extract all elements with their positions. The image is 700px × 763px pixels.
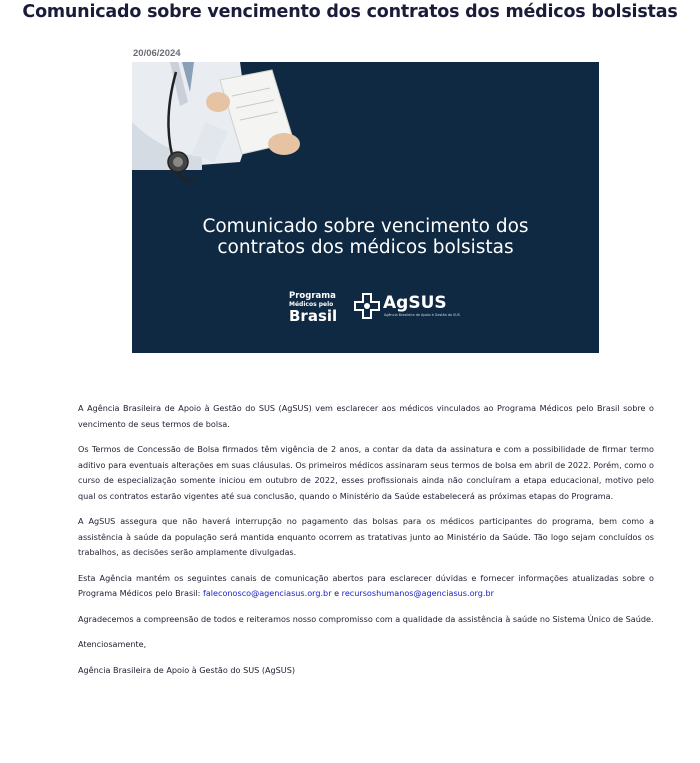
contact-and: e xyxy=(331,588,342,598)
contact-text: Esta Agência mantém os seguintes canais de comunicação abertos para esclarecer dúvidas e fornecer informações atualizadas sobre o Programa Médicos pelo Brasil: xyxy=(78,572,654,598)
paragraph-closing: Atenciosamente, xyxy=(78,639,147,649)
paragraph-terms: Os Termos de Concessão de Bolsa firmados têm vigência de 2 anos, a contar da data da assinatura e com a possibilidade de firmar termo aditivo para eventuais alterações em suas cláusulas. Os primeiros médicos assinaram seus termos de bolsa em abril de 2022. Porém, como o curso de especialização somente iniciou em outubro de 2022, esses profissionais ainda não concluíram a etapa educacional, motivo pelo qual os contratos estarão vigentes até sua conclusão, quando o Ministério da Saúde estabelecerá as próximas etapas do Programa. xyxy=(78,444,654,501)
agsus-logo-text: AgSUS xyxy=(383,293,447,313)
paragraph-contact xyxy=(78,571,654,602)
recursoshumanos-email-link[interactable]: recursoshumanos@agenciasus.org.br xyxy=(341,588,494,598)
agsus-cross-icon xyxy=(354,293,380,319)
banner-headline xyxy=(132,216,599,258)
logo-pmb-line1: Programa xyxy=(289,291,336,301)
article-body xyxy=(78,401,654,688)
page-title: Comunicado sobre vencimento dos contratos dos médicos bolsistas xyxy=(22,2,678,22)
faleconosco-email-link[interactable]: faleconosco@agenciasus.org.br xyxy=(202,588,332,598)
paragraph-assurance: A AgSUS assegura que não haverá interrupção no pagamento das bolsas para os médicos participantes do programa, bem como a assistência à saúde da população será mantida enquanto ocorrem as tratativas junto ao Ministério da Saúde. Tão logo sejam concluídos os trabalhos, as decisões serão amplamente divulgadas. xyxy=(78,516,654,557)
article-banner-image xyxy=(132,62,599,353)
logo-pmb-line2: Médicos pelo xyxy=(289,300,334,308)
paragraph-thanks: Agradecemos a compreensão de todos e reiteramos nosso compromisso com a qualidade da assistência à saúde no Sistema Único de Saúde. xyxy=(78,613,654,624)
agsus-logo-subtitle: Agência Brasileira de Apoio à Gestão do SUS xyxy=(384,313,460,317)
paragraph-signature: Agência Brasileira de Apoio à Gestão do SUS (AgSUS) xyxy=(78,664,296,675)
banner-headline-line1: Comunicado sobre vencimento dos xyxy=(202,216,529,237)
paragraph-intro: A Agência Brasileira de Apoio à Gestão do SUS (AgSUS) vem esclarecer aos médicos vinculados ao Programa Médicos pelo Brasil sobre o vencimento de seus termos de bolsa. xyxy=(78,403,654,429)
logo-pmb-line3: Brasil xyxy=(289,306,338,325)
banner-headline-line2: contratos dos médicos bolsistas xyxy=(217,237,514,258)
publish-date: 20/06/2024 xyxy=(133,48,181,59)
programa-medicos-pelo-brasil-logo xyxy=(289,292,337,324)
